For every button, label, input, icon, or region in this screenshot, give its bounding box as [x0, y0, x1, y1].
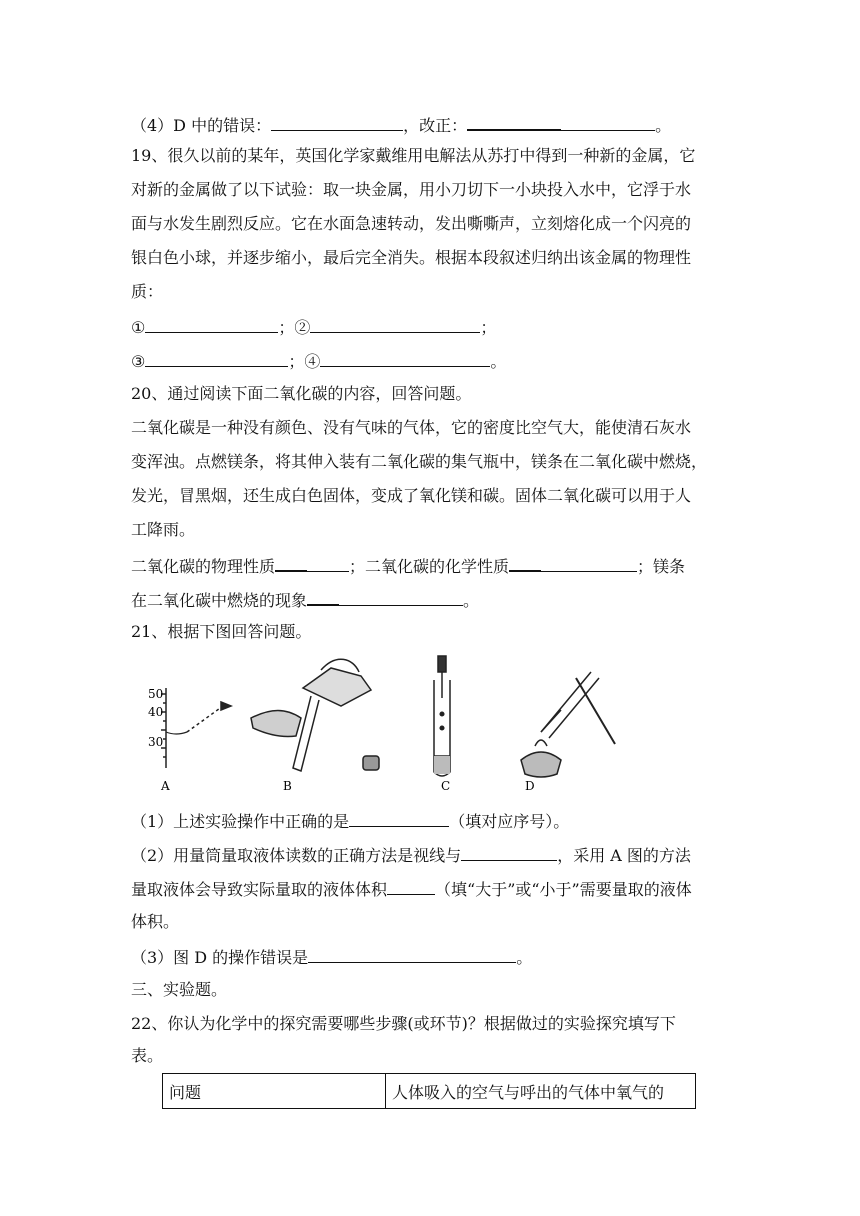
answer-blank[interactable] — [349, 810, 449, 827]
table-row — [163, 1074, 696, 1109]
marker-3: ③ — [131, 352, 146, 371]
figure-d-heating — [521, 672, 615, 777]
q20-answer-line-2 — [131, 588, 731, 611]
q19-text-line-2: 对新的金属做了以下试验：取一块金属，用小刀切下一小块投入水中，它浮于水 — [131, 180, 692, 199]
answer-blank[interactable] — [467, 113, 561, 131]
q20-paragraph-line-1: 二氧化碳是一种没有颜色、没有气味的气体，它的密度比空气大，能使清石灰水 — [131, 418, 692, 437]
q22-text-line-1: 22、你认为化学中的探究需要哪些步骤(或环节)？根据做过的实验探究填写下 — [131, 1014, 676, 1033]
answer-blank[interactable] — [271, 114, 403, 131]
answer-blank[interactable] — [561, 114, 655, 131]
q20-paragraph-line-2: 变浑浊。点燃镁条，将其伸入装有二氧化碳的集气瓶中，镁条在二氧化碳中燃烧， — [131, 452, 708, 471]
q21-part2-prompt: （2）用量筒量取液体读数的正确方法是视线与 — [131, 846, 462, 865]
figure-label-c: C — [441, 779, 451, 793]
figure-label-a: A — [161, 779, 170, 793]
punct: 。 — [463, 591, 480, 610]
lab-operations-figure — [131, 648, 651, 798]
answer-blank[interactable] — [310, 316, 480, 333]
punct: 。 — [490, 352, 507, 371]
section-3-heading: 三、实验题。 — [131, 980, 228, 999]
punct: ； — [480, 318, 497, 337]
q21-part3-prompt: （3）图 D 的操作错误是 — [131, 948, 309, 967]
q18-part4-line — [131, 113, 731, 136]
marker-2: ；② — [278, 318, 311, 337]
q21-part1-hint: （填对应序号）。 — [449, 812, 570, 831]
answer-blank[interactable] — [387, 878, 435, 895]
answer-blank[interactable] — [145, 316, 278, 333]
q21-part2-line-1 — [131, 844, 731, 866]
figure-label-b: B — [283, 779, 292, 793]
figure-c-dropper — [434, 656, 450, 776]
marker-4: ；④ — [288, 352, 321, 371]
q21-part1 — [131, 810, 731, 832]
q21-part2-text: ，采用 A 图的方法 — [557, 846, 691, 865]
q20-chemical-label: ；二氧化碳的化学性质 — [349, 557, 510, 576]
lab-figure-svg — [131, 648, 651, 798]
q18-part4-label: （4）D 中的错误： — [131, 116, 272, 135]
q19-text-line-5: 质： — [131, 282, 164, 301]
q21-part2-line-3: 体积。 — [131, 912, 180, 931]
answer-blank[interactable] — [275, 554, 307, 572]
q22-text-line-2: 表。 — [131, 1046, 164, 1065]
answer-blank[interactable] — [339, 589, 463, 606]
q20-phenomenon-label: 在二氧化碳中燃烧的现象 — [131, 591, 308, 610]
table-cell: 问题 — [163, 1074, 386, 1109]
answer-blank[interactable] — [320, 350, 490, 367]
q19-text-line-4: 银白色小球，并逐步缩小，最后完全消失。根据本段叙述归纳出该金属的物理性 — [131, 248, 692, 267]
q21-part3 — [131, 946, 731, 968]
q20-answer-line-1 — [131, 554, 731, 577]
q21-part2-text-2: 量取液体会导致实际量取的液体体积 — [131, 880, 388, 899]
tick-label: 40 — [148, 705, 164, 719]
q20-paragraph-line-3: 发光，冒黑烟，还生成白色固体，变成了氧化镁和碳。固体二氧化碳可以用于人 — [131, 486, 692, 505]
answer-blank[interactable] — [509, 554, 541, 572]
q21-part1-prompt: （1）上述实验操作中正确的是 — [131, 812, 350, 831]
q21-part2-hint: （填“大于”或“小于”需要量取的液体 — [435, 880, 692, 899]
q21-title: 21、根据下图回答问题。 — [131, 622, 312, 641]
q18-part4-correct-label: ，改正： — [403, 116, 468, 135]
answer-blank[interactable] — [541, 555, 637, 572]
q20-paragraph-line-4: 工降雨。 — [131, 520, 196, 539]
figure-a-cylinder — [161, 688, 231, 768]
answer-blank[interactable] — [461, 844, 557, 861]
q19-answer-line-2 — [131, 350, 731, 372]
tick-label: 30 — [148, 735, 164, 749]
answer-blank[interactable] — [308, 946, 516, 963]
marker-1: ① — [131, 318, 146, 337]
answer-blank[interactable] — [145, 350, 288, 367]
q21-part2-line-2 — [131, 878, 731, 900]
figure-b-pouring — [251, 659, 379, 771]
inquiry-table — [162, 1073, 696, 1109]
punct: 。 — [516, 948, 533, 967]
q20-mg-label: ；镁条 — [637, 557, 686, 576]
q20-title: 20、通过阅读下面二氧化碳的内容，回答问题。 — [131, 384, 472, 403]
figure-label-d: D — [525, 779, 535, 793]
q20-physical-label: 二氧化碳的物理性质 — [131, 557, 276, 576]
answer-blank[interactable] — [307, 555, 349, 572]
punct: 。 — [655, 116, 672, 135]
q19-text-line-1: 19、很久以前的某年，英国化学家戴维用电解法从苏打中得到一种新的金属，它 — [131, 146, 696, 165]
tick-label: 50 — [148, 687, 164, 701]
answer-blank[interactable] — [307, 588, 339, 606]
table-cell[interactable]: 人体吸入的空气与呼出的气体中氧气的 — [386, 1074, 696, 1109]
q19-answer-line-1 — [131, 316, 731, 338]
q19-text-line-3: 面与水发生剧烈反应。它在水面急速转动，发出嘶嘶声，立刻熔化成一个闪亮的 — [131, 214, 692, 233]
